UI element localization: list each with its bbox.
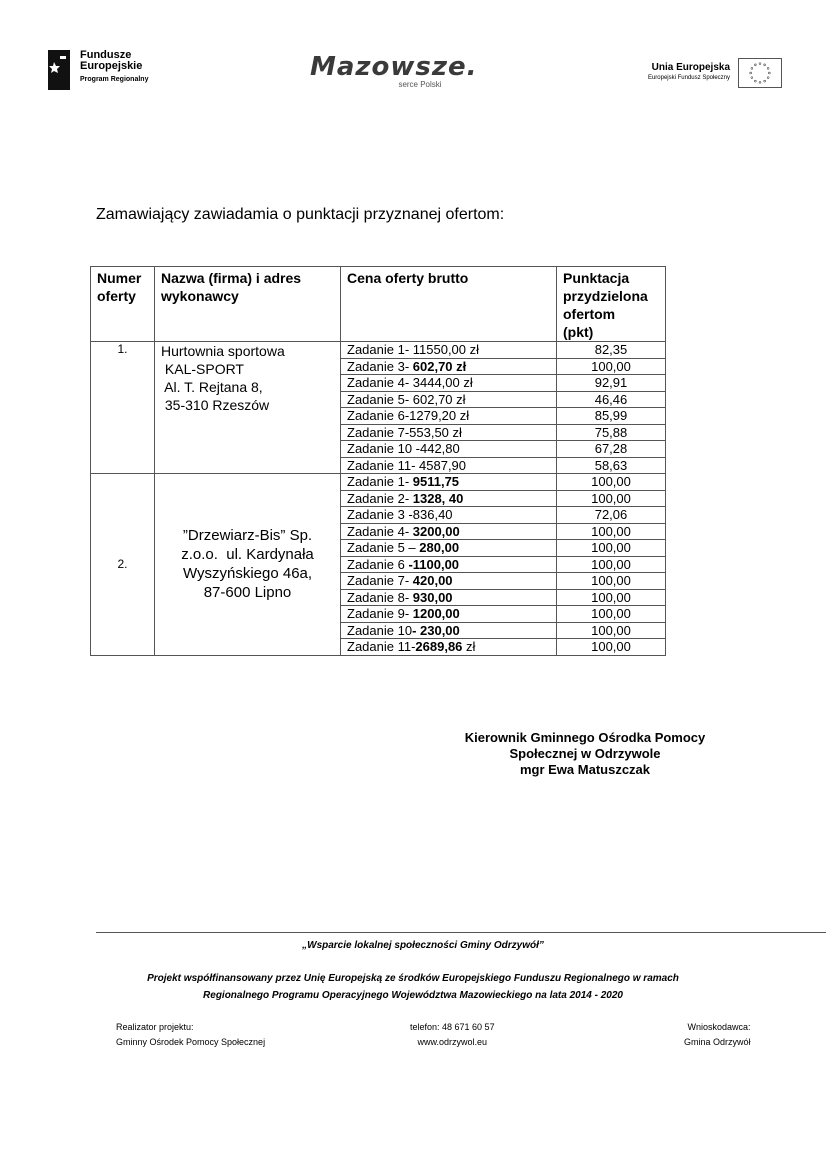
- table-row: [91, 342, 666, 359]
- eu-flag-icon: [738, 58, 782, 88]
- contractor-name-address: [155, 474, 341, 656]
- footer-implementer-label: Realizator projektu:: [116, 1022, 194, 1032]
- table-row: [91, 474, 666, 491]
- task-label: Zadanie 6: [347, 556, 409, 572]
- task-points: 100,00: [557, 556, 666, 573]
- task-points: 58,63: [557, 457, 666, 474]
- task-price: [341, 375, 557, 392]
- task-price: [341, 573, 557, 590]
- task-price-bold: 3200,00: [412, 523, 460, 539]
- footer-project-line2: Regionalnego Programu Operacyjnego Województwa Mazowieckiego na lata 2014 - 2020: [203, 990, 623, 1001]
- offers-table: [90, 266, 666, 656]
- task-price: [341, 424, 557, 441]
- contractor-line: ”Drzewiarz-Bis” Sp.: [182, 527, 313, 545]
- task-points: 46,46: [557, 391, 666, 408]
- intro-text: Zamawiający zawiadamia o punktacji przyznanej ofertom:: [96, 206, 505, 223]
- task-label: Zadanie 5 –: [347, 540, 420, 555]
- footer-project-line1: Projekt współfinansowany przez Unię Europejską ze środków Europejskiego Funduszu Regionalnego w ramach: [147, 973, 679, 984]
- footer-website: www.odrzywol.eu: [417, 1037, 488, 1047]
- task-price-bold: 1200,00: [412, 606, 460, 621]
- task-points: 100,00: [557, 573, 666, 590]
- task-label: Zadanie 11-: [347, 639, 416, 654]
- task-price: [341, 408, 557, 425]
- contractor-line: Hurtownia sportowa: [161, 343, 285, 359]
- footer-implementer-name: Gminny Ośrodek Pomocy Społecznej: [116, 1037, 266, 1047]
- task-price: [341, 523, 557, 540]
- signature-block: [430, 730, 740, 778]
- task-points: 72,06: [557, 507, 666, 524]
- fundusze-europejskie-logo: [48, 50, 148, 90]
- task-label: Zadanie 1-: [347, 474, 413, 489]
- signature-name: mgr Ewa Matuszczak: [519, 762, 651, 777]
- task-label: Zadanie 8-: [347, 589, 413, 605]
- task-price: [341, 639, 557, 656]
- task-label: Zadanie 1- 11550,00 zł: [347, 342, 480, 357]
- task-label: Zadanie 6-1279,20 zł: [347, 408, 470, 423]
- task-price-bold: - 230,00: [412, 622, 460, 638]
- task-label: Zadanie 10: [347, 622, 413, 638]
- header-points: Punktacja przydzielona ofertom (pkt): [557, 267, 666, 342]
- task-label: Zadanie 7-: [347, 573, 413, 588]
- footer-applicant: [684, 1020, 751, 1050]
- task-label: Zadanie 10 -442,80: [347, 441, 460, 456]
- task-label: Zadanie 3 -836,40: [347, 507, 453, 522]
- task-price: [341, 606, 557, 623]
- task-price: [341, 457, 557, 474]
- offer2-group: [91, 474, 666, 656]
- task-points: 100,00: [557, 523, 666, 540]
- task-suffix: zł: [462, 639, 476, 654]
- header-contractor: Nazwa (firma) i adres wykonawcy: [155, 267, 341, 342]
- task-price: [341, 556, 557, 573]
- task-price: [341, 589, 557, 606]
- footer-project-info: [0, 970, 826, 1004]
- eu-logo: [648, 58, 782, 88]
- header-price: Cena oferty brutto: [341, 267, 557, 342]
- task-points: 100,00: [557, 490, 666, 507]
- task-points: 82,35: [557, 342, 666, 359]
- task-price-bold: 602,70 zł: [412, 358, 467, 374]
- footer-contact: [410, 1020, 495, 1050]
- task-points: 75,88: [557, 424, 666, 441]
- footer-divider: [96, 932, 826, 933]
- task-price-bold: 9511,75: [412, 474, 460, 489]
- task-price-bold: -1100,00: [408, 556, 460, 572]
- mazowsze-tagline: serce Polski: [398, 80, 442, 89]
- offer-number: 2.: [91, 474, 155, 656]
- contractor-line: 35-310 Rzeszów: [161, 397, 270, 413]
- task-points: 100,00: [557, 358, 666, 375]
- task-price: [341, 622, 557, 639]
- task-label: Zadanie 3-: [347, 358, 413, 374]
- mazowsze-name: Mazowsze.: [310, 52, 478, 82]
- task-label: Zadanie 7-553,50 zł: [347, 424, 462, 440]
- contractor-line: KAL-SPORT: [161, 361, 244, 377]
- task-price-bold: 930,00: [412, 589, 453, 605]
- offer1-group: [91, 342, 666, 474]
- header-offer-number: Numer oferty: [91, 267, 155, 342]
- contractor-name-address: [155, 342, 341, 474]
- contractor-line: Al. T. Rejtana 8,: [161, 379, 263, 395]
- task-label: Zadanie 4- 3444,00 zł: [347, 375, 473, 390]
- task-label: Zadanie 2-: [347, 490, 413, 506]
- task-price: [341, 358, 557, 375]
- task-price-bold: 2689,86: [415, 639, 463, 654]
- task-price-bold: 420,00: [412, 573, 453, 588]
- signature-line2: Społecznej w Odrzywole: [509, 746, 661, 761]
- fe-line2: Europejskie: [80, 60, 143, 72]
- mazowsze-logo: [310, 52, 478, 89]
- task-label: Zadanie 4-: [347, 523, 413, 539]
- task-points: 100,00: [557, 589, 666, 606]
- task-points: 100,00: [557, 606, 666, 623]
- footer-applicant-label: Wnioskodawca:: [687, 1022, 751, 1032]
- task-label: Zadanie 9-: [347, 606, 413, 621]
- task-price-bold: 280,00: [419, 540, 460, 555]
- task-price: [341, 441, 557, 458]
- task-price: [341, 391, 557, 408]
- task-points: 100,00: [557, 474, 666, 491]
- task-points: 100,00: [557, 540, 666, 557]
- task-label: Zadanie 11- 4587,90: [347, 457, 467, 473]
- task-price: [341, 490, 557, 507]
- task-price: [341, 474, 557, 491]
- contractor-line: 87-600 Lipno: [203, 584, 292, 602]
- table-header-row: [91, 267, 666, 342]
- task-price: [341, 540, 557, 557]
- eu-line2: Europejski Fundusz Społeczny: [647, 75, 730, 81]
- fe-line1: Fundusze: [80, 49, 132, 61]
- task-points: 85,99: [557, 408, 666, 425]
- task-points: 92,91: [557, 375, 666, 392]
- task-price: [341, 507, 557, 524]
- task-label: Zadanie 5- 602,70 zł: [347, 391, 466, 407]
- signature-line1: Kierownik Gminnego Ośrodka Pomocy: [464, 730, 706, 745]
- offer-number: 1.: [91, 342, 155, 474]
- fe-line3: Program Regionalny: [80, 76, 149, 83]
- footer-applicant-name: Gmina Odrzywół: [684, 1037, 751, 1047]
- eu-line1: Unia Europejska: [651, 62, 730, 73]
- task-price-bold: 1328, 40: [412, 490, 464, 506]
- footer-phone: telefon: 48 671 60 57: [410, 1022, 495, 1032]
- task-points: 100,00: [557, 639, 666, 656]
- footer-quote: „Wsparcie lokalnej społeczności Gminy Odrzywół”: [302, 940, 544, 951]
- footer-implementer: [116, 1020, 265, 1050]
- task-price: [341, 342, 557, 359]
- task-points: 100,00: [557, 622, 666, 639]
- contractor-line: Wyszyńskiego 46a,: [182, 565, 313, 583]
- fe-star-icon: [48, 50, 70, 90]
- task-points: 67,28: [557, 441, 666, 458]
- contractor-line: z.o.o. ul. Kardynała: [181, 546, 314, 564]
